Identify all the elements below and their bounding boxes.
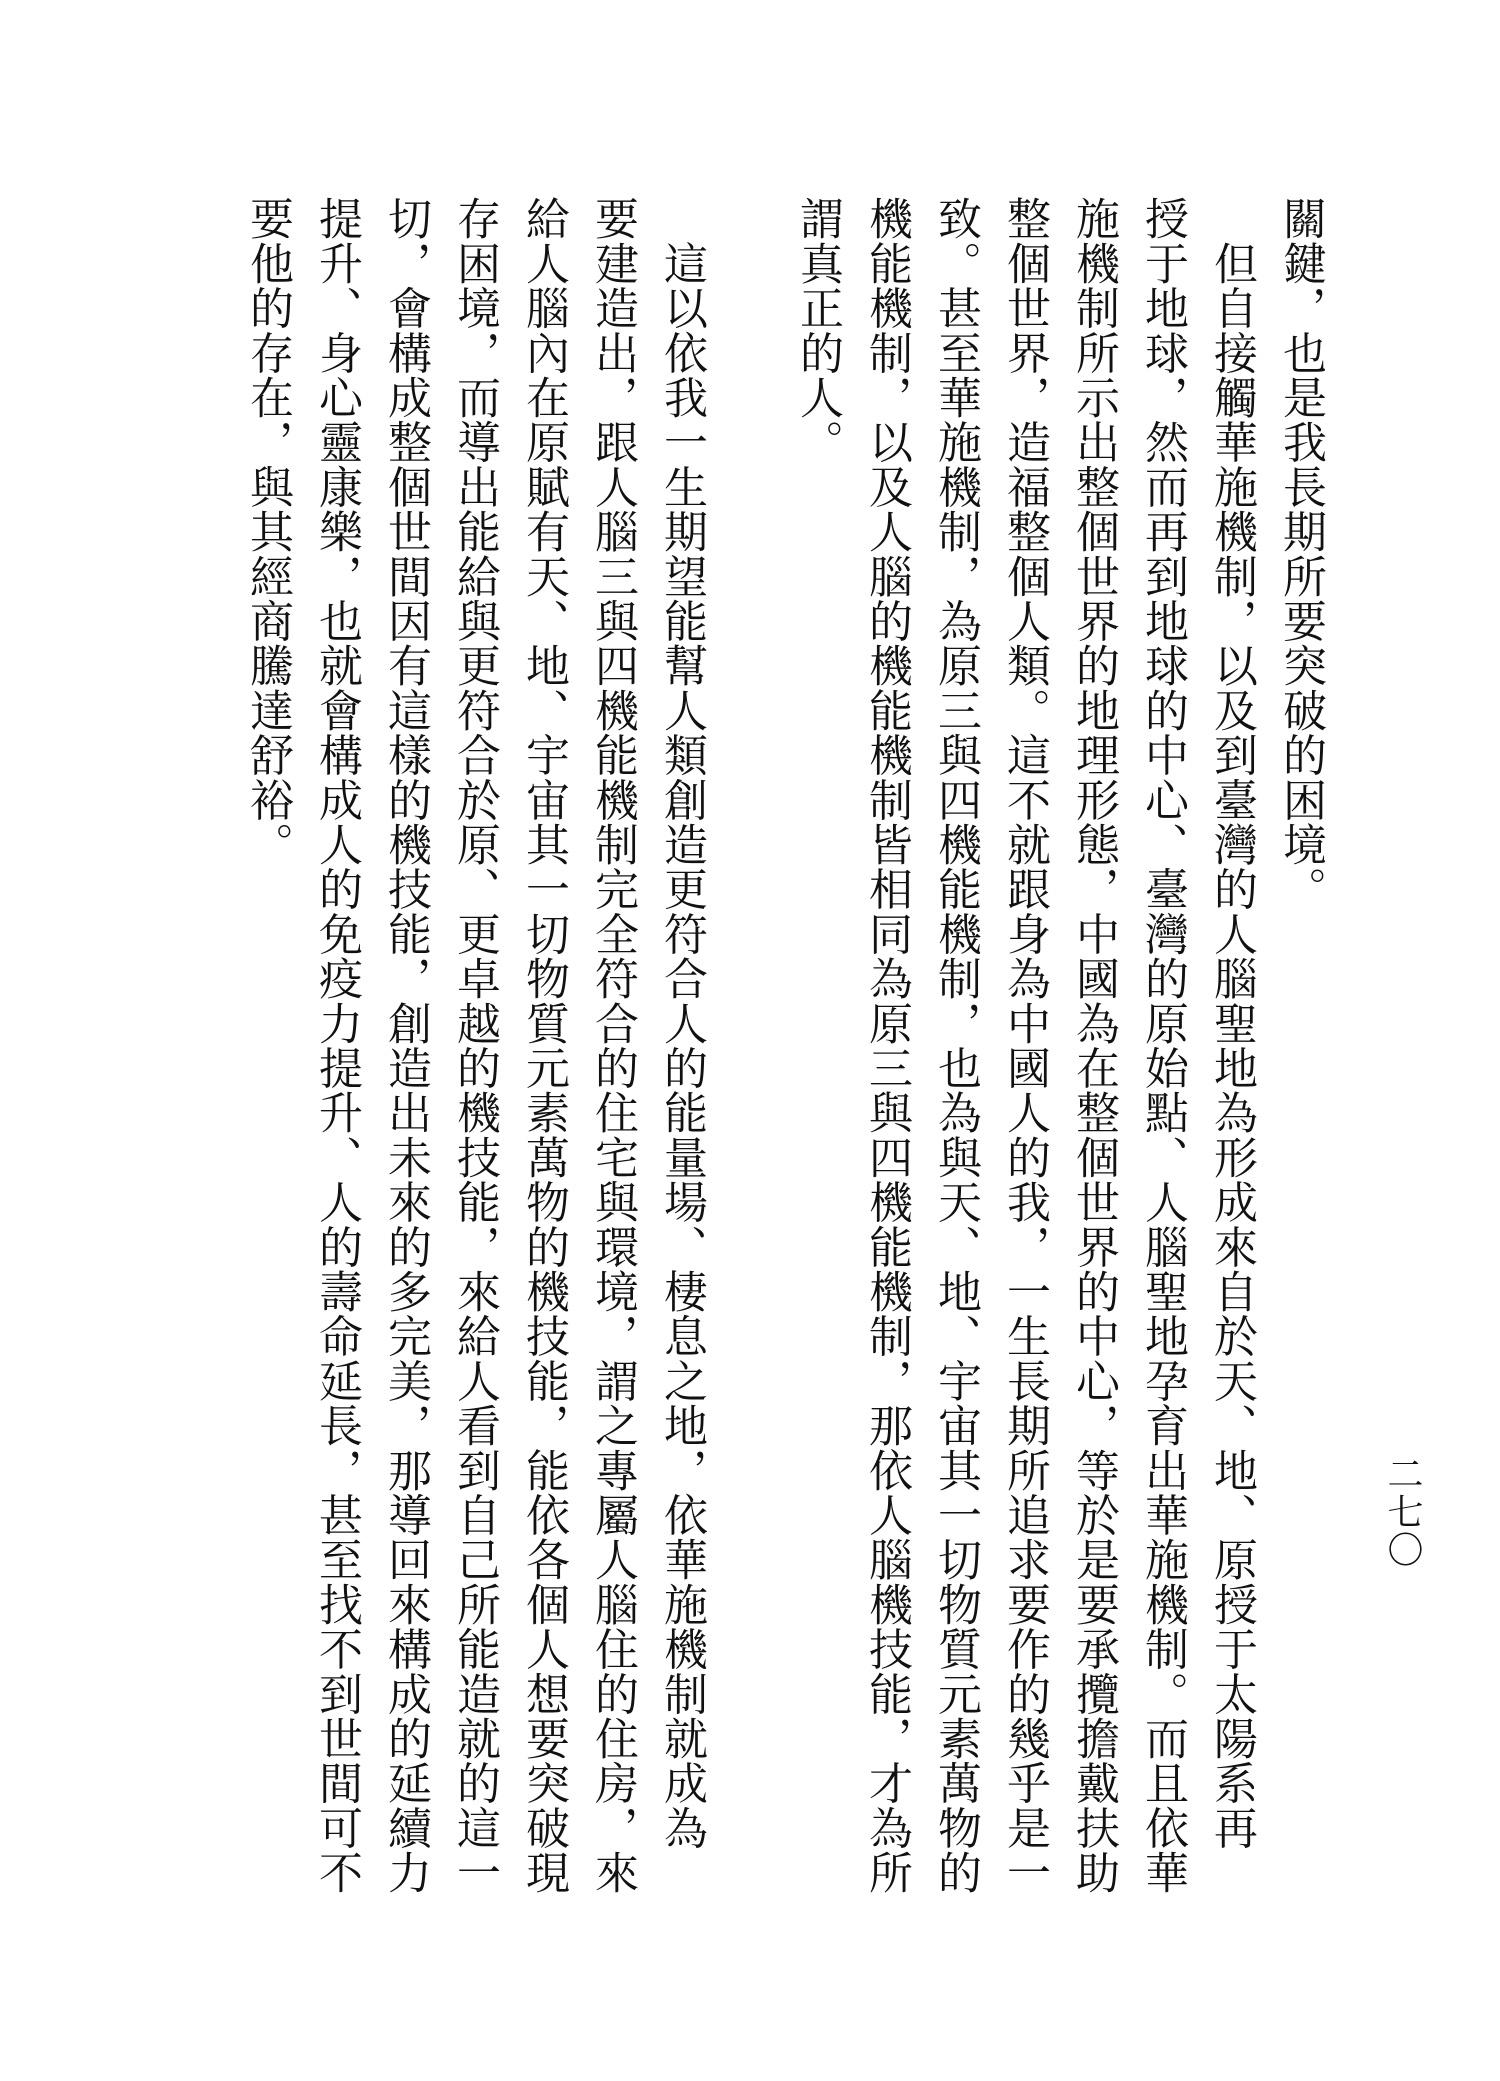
- text-column-5: 整個世界，造福整個人類。這不就跟身為中國人的我，一生長期所追求要作的幾乎是一: [999, 196, 1050, 1895]
- text-column-10: 要建造出，跟人腦三與四機能機制完全符合的住宅與環境，謂之專屬人腦住的住房，來: [587, 196, 638, 1895]
- text-column-6: 致。甚至華施機制，為原三與四機能機制，也為與天、地、宇宙其一切物質元素萬物的: [930, 196, 981, 1895]
- text-column-7: 機能機制，以及人腦的機能機制皆相同為原三與四機能機制，那依人腦機技能，才為所: [861, 196, 912, 1895]
- text-column-2: 但自接觸華施機制，以及到臺灣的人腦聖地為形成來自於天、地、原授于太陽系再: [1206, 196, 1257, 1850]
- text-column-4: 施機制所示出整個世界的地理形態，中國為在整個世界的中心，等於是要承攬擔戴扶助: [1068, 196, 1119, 1895]
- text-column-12: 存困境，而導出能給與更符合於原、更卓越的機技能，來給人看到自己所能造就的這一: [449, 196, 500, 1895]
- page-number: 二七〇: [1382, 1455, 1423, 1569]
- text-column-8: 謂真正的人。: [792, 196, 843, 465]
- text-column-3: 授于地球，然而再到地球的中心、臺灣的原始點、人腦聖地孕育出華施機制。而且依華: [1137, 196, 1188, 1895]
- text-column-9: 這以依我一生期望能幫人類創造更符合人的能量場、棲息之地，依華施機制就成為: [656, 196, 707, 1850]
- text-column-13: 切，會構成整個世間因有這樣的機技能，創造出未來的多完美，那導回來構成的延續力: [380, 196, 431, 1895]
- text-column-14: 提升、身心靈康樂，也就會構成人的免疫力提升、人的壽命延長，甚至找不到世間可不: [311, 196, 362, 1895]
- text-column-1: 關鍵，也是我長期所要突破的困境。: [1275, 196, 1326, 912]
- text-column-15: 要他的存在，與其經商騰達舒裕。: [242, 196, 293, 867]
- text-column-11: 給人腦內在原賦有天、地、宇宙其一切物質元素萬物的機技能，能依各個人想要突破現: [518, 196, 569, 1895]
